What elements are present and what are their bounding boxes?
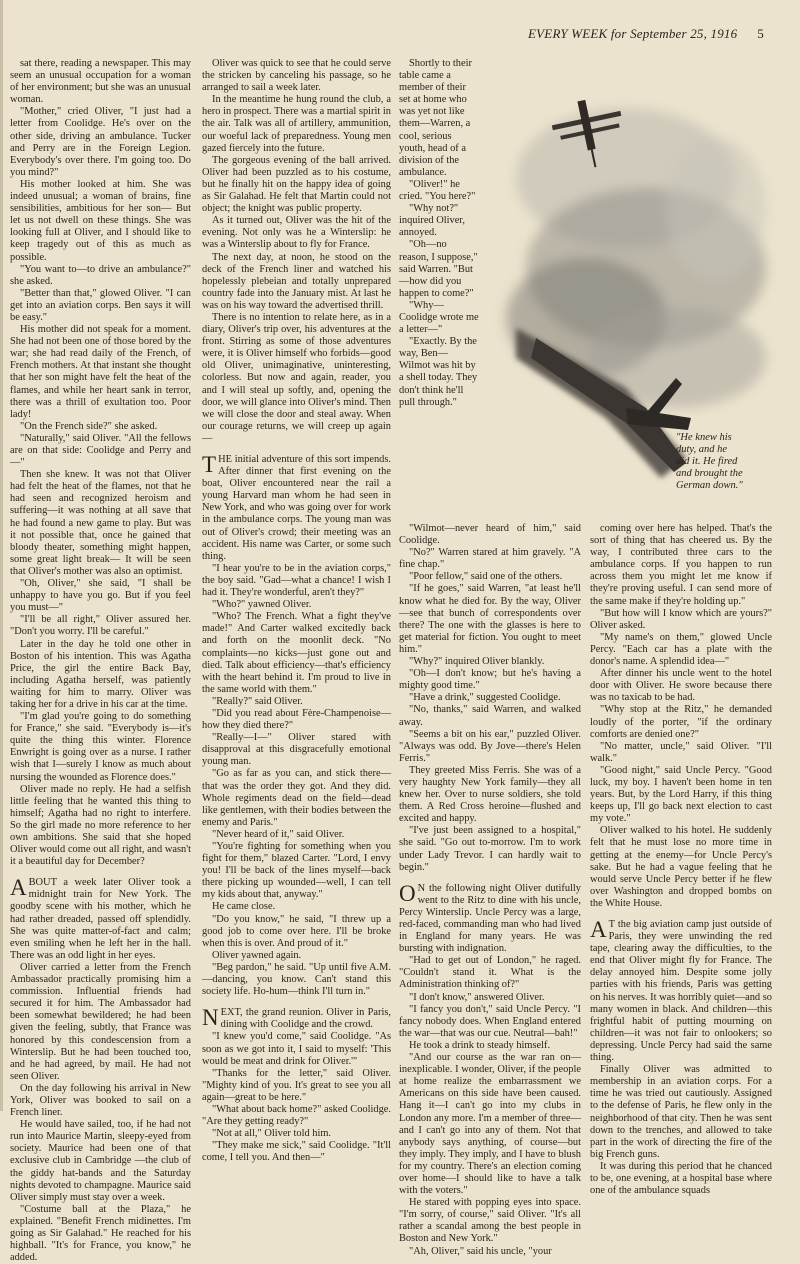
paragraph: "No?" Warren stared at him gravely. "A fine chap." xyxy=(399,547,581,571)
paragraph: Oliver yawned again. xyxy=(212,949,302,961)
paragraph: "Really—I—" Oliver stared with disapproval at this disgracefully emotional young man. xyxy=(202,732,391,768)
paragraph: THE initial adventure of this sort impends. After dinner that first evening on the boat, Oliver encountered near the rail a young Harvard man whom he had seen in New York, and who was going over for work in the ambulance corps. The young man was out of Oliver's crowd; their meeting was an accident. His name was Carter, or some such thing. xyxy=(202,452,391,562)
drop-cap: N xyxy=(202,1005,219,1031)
paragraph: "My name's on them," glowed Uncle Percy. "Each car has a plate with the donor's name. A splendid idea—" xyxy=(590,631,772,668)
paragraph: On the day following his arrival in New York, Oliver was booked to sail on a French liner. xyxy=(10,1082,191,1119)
paragraph: "Never heard of it," said Oliver. xyxy=(212,828,345,840)
paragraph: NEXT, the grand reunion. Oliver in Paris, dining with Coolidge and the crowd. xyxy=(202,1005,391,1031)
paragraph: "You want to—to drive an ambulance?" she asked. xyxy=(10,263,191,287)
paragraph: "Mother," cried Oliver, "I just had a letter from Coolidge. He's over on the other side, driving an ambulance. Tucker and Perry are in the Foreign Legion. Everybody's over there. I'm going too. Do you mind?" xyxy=(10,106,191,178)
paragraph: As it turned out, Oliver was the hit of the evening. Not only was he a Winterslip: he was a Winterslip about to fly for France. xyxy=(202,215,391,251)
paragraph: "Thanks for the letter," said Oliver. "Mighty kind of you. It's great to see you all again—great to be here." xyxy=(202,1067,391,1103)
paragraph: coming over here has helped. That's the sort of thing that has cheered us. By the way, I contributed three cars to the ambulance corps. If you happen to run across them you might let me know if they're proving useful. I can send more of the same make if they're holding up." xyxy=(590,523,772,607)
paragraph: "I'll be all right," Oliver assured her. "Don't you worry. I'll be careful." xyxy=(10,614,191,638)
paragraph: "Exactly. By the way, Ben—Wilmot was hit by a shell today. They don't think he'll pull through." xyxy=(399,336,478,408)
paragraph: "Good night," said Uncle Percy. "Good luck, my boy. I haven't been home in ten years. But, by the Lord Harry, if this thing keeps up, I'll go back next election to cast my vote." xyxy=(590,764,772,825)
paragraph: "I've just been assigned to a hospital," she said. "Go out to-morrow. I'm to work under Lady Trevor. I can hardly wait to begin." xyxy=(399,825,581,873)
drop-cap: T xyxy=(202,452,217,477)
drop-cap: A xyxy=(10,875,27,901)
paragraph: Oliver made no reply. He had a selfish little feeling that he wanted this thing to himself; Agatha had no right to interfere. So the girl made no more reference to her own ambitions. She said that she hoped Oliver would come out all right, and wasn't it a beautiful day for December? xyxy=(10,783,191,868)
paragraph: Later in the day he told one other in Boston of his intention. This was Agatha Price, the girl the entire Back Bay, including Agatha herself, was patiently waiting for him to marry. Oliver was taking her for a drive in his car at the time. xyxy=(10,638,191,710)
column-4 xyxy=(590,523,772,1197)
paragraph: "Oh, Oliver," she said, "I shall be unhappy to have you go. But if you feel you must—" xyxy=(10,578,191,614)
paragraph: "Had to get out of London," he raged. "Couldn't stand it. What is the Administration thinking of?" xyxy=(399,955,581,991)
column-3-bottom xyxy=(399,523,581,1257)
drop-cap: A xyxy=(590,917,607,942)
paragraph: "I'm glad you're going to do something for France," she said. "Everybody is—it's quite the thing this winter. Florence Enwright is going over as a nurse. I rather wish that I—surely I know as much about nursing the wounded as Florence does." xyxy=(10,711,191,783)
paragraph: "Ah, Oliver," said his uncle, "your xyxy=(409,1245,552,1257)
paragraph: After dinner his uncle went to the hotel door with Oliver. He swore because there was no taxicab to be had. xyxy=(590,668,772,704)
column-3-top xyxy=(399,58,479,528)
paragraph: "What about back home?" asked Coolidge. "Are they getting ready?" xyxy=(202,1103,391,1128)
caption-line: and brought the xyxy=(676,468,743,479)
paragraph: Then she knew. It was not that Oliver had felt the heat of the flames, not that he had seen and recognized heroism and suffering—it was nothing at all save that he had found a new game to play. But was it not possible that, once he gained that bloody theater, something might happen, some great light break— It will be seen that Oliver's mother was also an optimist. xyxy=(10,469,191,577)
paragraph: "Go as far as you can, and stick there—that was the order they got. And they did. Whole regiments dead on the field—dead like gentlemen, with their bodies between the enemy and Paris." xyxy=(202,768,391,828)
column-4-text xyxy=(590,523,772,1197)
paragraph: He would have sailed, too, if he had not run into Maurice Martin, sleepy-eyed from society. Maurice had been one of that exclusive club in Cambridge —the club of the giddy hat-bands and the Saturday nights devoted to champagne. Maurice said Oliver simply must stay over a week. xyxy=(10,1119,191,1203)
paragraph: Oliver walked to his hotel. He suddenly felt that he must lose no more time in getting at the enemy—for Uncle Percy's sake. But he had a vague feeling that he would serve Uncle Percy better if he flew over Washington and dropped bombs on the White House. xyxy=(590,825,772,909)
paragraph: "Better than that," glowed Oliver. "I can get into an aviation corps. Ben says it will be easy." xyxy=(10,287,191,323)
paragraph: Finally Oliver was admitted to membership in an aviation corps. For a time he was tried out cautiously. Assigned to the defense of Paris, he flew only in the neighborhood of that city. Then he was sent down to the trenches, and allowed to take part in the work of directing the fire of the big French guns. xyxy=(590,1064,772,1160)
column-1-text xyxy=(10,58,191,1264)
running-title: EVERY WEEK for September 25, 1916 xyxy=(528,26,738,41)
paragraph: "I don't know," answered Oliver. xyxy=(409,991,545,1003)
paragraph: "And our course as the war ran on—inexplicable. I wonder, Oliver, if the people at home realize the embarrassment we Americans on this side have been caused. Hang it—I can't go into my clubs in London any more. I'm a member of three—and I can't go into any of them. Not that anybody says anything, of course—but they imply. They imply, and I have to blush for my country. There's an election coming over home—I should like to have a talk with the voters." xyxy=(399,1052,581,1197)
paragraph: sat there, reading a newspaper. This may seem an unusual occupation for a woman of her environment; but she was an unusual woman. xyxy=(10,58,191,106)
paragraph: They greeted Miss Ferris. She was of a very haughty New York family—they all knew her. Over to nurse soldiers, she told them. A Red Cross heroine—flushed and excited and happy. xyxy=(399,764,581,825)
paragraph: "Naturally," said Oliver. "All the fellows are on that side: Coolidge and Perry and—" xyxy=(10,432,191,469)
paragraph: "Poor fellow," said one of the others. xyxy=(409,571,563,583)
paragraph: "They make me sick," said Coolidge. "It'll come, I tell you. And then—" xyxy=(202,1140,391,1164)
paragraph: "Who?" yawned Oliver. xyxy=(212,599,312,611)
paragraph: There is no intention to relate here, as in a diary, Oliver's trip over, his adventures at the front. Stirring as some of those adventures were, it is Oliver himself who forbids—good old Oliver, unimaginative, uninteresting, colorless. But now and again, reader, you and I will steal up softly, and, opening the door, we will glance into Oliver's mind. Then we will close the door and steal away. When our courage returns, we will creep up again— xyxy=(202,311,391,444)
page-number: 5 xyxy=(757,26,764,41)
paragraph: "Why—Coolidge wrote me a letter—" xyxy=(399,299,479,336)
paragraph: "Have a drink," suggested Coolidge. xyxy=(409,692,561,704)
paragraph: "No, thanks," said Warren, and walked away. xyxy=(399,704,581,728)
caption-line: did it. He fired xyxy=(676,456,738,467)
paragraph: "Oh—no reason, I suppose," said Warren. "But—how did you happen to come?" xyxy=(399,239,478,299)
paragraph: His mother did not speak for a moment. She had not been one of those bored by the war; she had read daily of the French, of French mothers. At that instant she thought that her son might have felt the heat of the flames, and while her heart sank in terror, there was a thrill of exultation too. Poor lady! xyxy=(10,324,191,420)
paragraph: "No matter, uncle," said Oliver. "I'll walk." xyxy=(590,740,772,764)
column-2 xyxy=(202,58,391,1164)
drop-cap: O xyxy=(399,880,416,906)
paragraph: "I knew you'd come," said Coolidge. "As soon as we got into it, I said to myself: 'This would be meat and drink for Oliver.'" xyxy=(202,1031,391,1067)
paragraph: "Seems a bit on his ear," puzzled Oliver. "Always was odd. By Jove—there's Helen Ferris." xyxy=(399,728,581,764)
paragraph: "I hear you're to be in the aviation corps," the boy said. "Gad—what a chance! I wish I had it. They're wonderful, aren't they?" xyxy=(202,562,391,599)
paragraph: "Beg pardon," he said. "Up until five A.M.—dancing, you know. Can't stand this society life. Ho-hum—think I'll turn in." xyxy=(202,961,391,998)
paragraph: "Do you know," he said, "I threw up a good job to come over here. I'll be broke when this is over. And proud of it." xyxy=(202,913,391,949)
paragraph: A T the big aviation camp just outside of Paris, they were unwinding the red tape, clearing away the difficulties, to the end that Oliver might fly for France. The delay annoyed him. Despite some jolly parties with his friends, Paris was getting on his nerves. It was horribly quiet—and so many women in black. And children—this frightful habit of putting mourning on children—it was not fair to onlookers; so depressing. Uncle Percy had said the same thing. xyxy=(590,917,772,1064)
paragraph: "Why stop at the Ritz," he demanded loudly of the porter, "if the ordinary comforts are denied one?" xyxy=(590,704,772,740)
paragraph: Shortly to their table came a member of their set at home who was yet not like them—Warren, a cool, serious youth, head of a division of the ambulance. xyxy=(399,58,472,178)
paragraph: "Not at all," Oliver told him. xyxy=(212,1128,332,1140)
paragraph: "On the French side?" she asked. xyxy=(20,420,158,432)
left-edge-shadow xyxy=(0,0,10,1111)
illustration-caption xyxy=(676,432,776,492)
paragraph: O N the following night Oliver dutifully went to the Ritz to dine with his uncle, Percy Winterslip. Uncle Percy was a large, red-faced, commanding man who had lived in England for many years. He was bursting with indignation. xyxy=(399,880,581,955)
caption-line: duty, and he xyxy=(676,444,728,455)
paragraph: "You're fighting for something when you fight for them," blazed Carter. "Lord, I envy you! I'll be back of the lines myself—back there picking up wounded—well, I can tell my kids about that, anyway." xyxy=(202,841,391,901)
paragraph: "I fancy you don't," said Uncle Percy. "I fancy nobody does. When England entered the war—that was our cue. Neutral—bah!" xyxy=(399,1003,581,1039)
paragraph: "Wilmot—never heard of him," said Coolidge. xyxy=(399,523,581,547)
caption-line: "He knew his xyxy=(676,432,732,443)
page-header xyxy=(0,26,764,46)
paragraph: ABOUT a week later Oliver took a midnight train for New York. The goodby scene with his mother, which he had rather dreaded, passed off splendidly. She was quite matter-of-fact and calm; even smiling when he left her in the hall. There was an odd light in her eyes. xyxy=(10,875,191,961)
paragraph: "Why?" inquired Oliver blankly. xyxy=(409,656,545,668)
paragraph: The gorgeous evening of the ball arrived. Oliver had been puzzled as to his costume, but he finally hit on the happy idea of going as Sir Galahad. He felt that Martin could not object; the knight was public property. xyxy=(202,154,391,215)
paragraph: He stared with popping eyes into space. "I'm sorry, of course," said Oliver. "It's all rather a scandal among the best people in Boston and New York." xyxy=(399,1197,581,1245)
column-1 xyxy=(10,58,191,1264)
column-2-text xyxy=(202,58,391,1164)
paragraph: "Oh—I don't know; but he's having a mighty good time." xyxy=(399,668,581,692)
column-3-bottom-text xyxy=(399,523,581,1257)
paragraph: "If he goes," said Warren, "at least he'll know what he died for. By the way, Oliver—see that bunch of correspondents over there? The one with the glasses is here to get material for fiction. You ought to meet him." xyxy=(399,583,581,655)
paragraph: "But how will I know which are yours?" Oliver asked. xyxy=(590,607,772,631)
paragraph: His mother looked at him. She was indeed unusual; a woman of brains, fine sensibilities, ambitious for her son— But let us not dwell on these things. She was looking full at Oliver, and I should like to keep tragedy out of this as much as possible. xyxy=(10,178,191,263)
paragraph: "Really?" said Oliver. xyxy=(212,695,303,707)
paragraph: It was during this period that he chanced to be, one evening, at a hospital base where one of the ambulance squads xyxy=(590,1160,772,1197)
paragraph: "Oliver!" he cried. "You here?" xyxy=(399,178,476,203)
paragraph: "Costume ball at the Plaza," he explained. "Benefit French midinettes. I'm going as Sir Galahad." He reached for his highball. "It's for France, you know," he added. xyxy=(10,1203,191,1264)
paragraph: "Who? The French. What a fight they've made!" And Carter walked excitedly back and forth on the moonlit deck. "No complaints—no kicks—just gone out and died. Talk about efficiency—that's efficiency with the heart behind it. I'm proud to live in the same world with them." xyxy=(202,611,391,695)
paragraph: Oliver was quick to see that he could serve the stricken by canceling his passage, so he arranged to sail a week later. xyxy=(202,58,391,94)
caption-line: German down." xyxy=(676,480,743,491)
paragraph: "Why not?" inquired Oliver, annoyed. xyxy=(399,203,465,239)
paragraph: He took a drink to steady himself. xyxy=(409,1039,551,1051)
paragraph: "Did you read about Fère-Champenoise—how they died there?" xyxy=(202,707,391,732)
paragraph: He came close. xyxy=(212,901,276,913)
paragraph: Oliver carried a letter from the French Ambassador practically promising him a commission. Influential friends had secured it for him. The Ambassador had been somewhat bewildered; he had been given the feeling, subtly, that France was honored by this condescension from a Winterslip. But he had been touched too, and he had agreed, by mail. He had not seen Oliver. xyxy=(10,961,191,1082)
column-3-top-text xyxy=(399,58,479,528)
paragraph: In the meantime he hung round the club, a hero in prospect. There was a martial spirit in the air. Talk was all of artillery, ammunition, our woeful lack of preparedness. Young men gazed fiercely into the future. xyxy=(202,94,391,154)
paragraph: The next day, at noon, he stood on the deck of the French liner and watched his hopelessly plebeian and totally unprepared country fade into the January mist. At last he was on his way toward the advertised thrill. xyxy=(202,251,391,311)
